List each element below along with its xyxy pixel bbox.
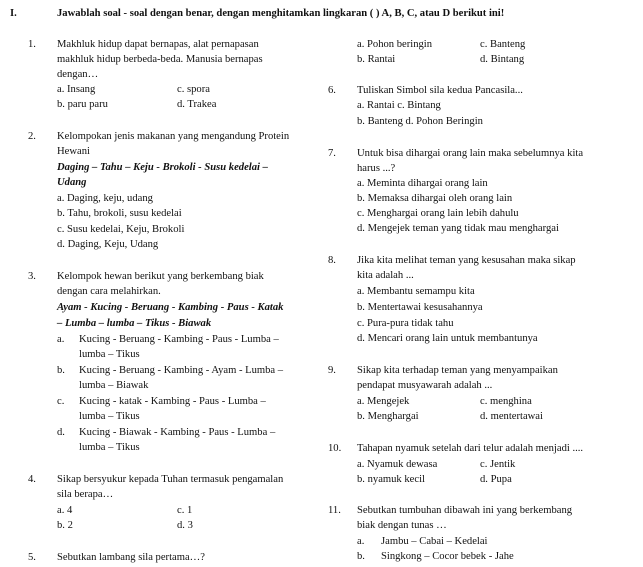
question-5-option-a[interactable]: a. Pohon beringin (357, 39, 433, 50)
question-7-option-b[interactable]: b. Memaksa dihargai oleh orang lain (357, 193, 513, 204)
instruction-number: I. (10, 8, 17, 19)
question-4-text-line2: sila berapa… (57, 489, 114, 500)
question-7-text-line1: Untuk bisa dihargai orang lain maka sebelumnya kita (357, 148, 584, 159)
question-5-option-c[interactable]: c. Banteng (480, 39, 526, 50)
question-4-number: 4. (28, 474, 36, 485)
question-8-number: 8. (328, 255, 336, 266)
question-3-option-a-line1[interactable]: Kucing - Beruang - Kambing - Paus - Lumba – (79, 334, 279, 345)
question-1-option-d[interactable]: d. Trakea (177, 99, 217, 110)
question-10-number: 10. (328, 443, 342, 454)
question-8-option-a[interactable]: a. Membantu semampu kita (357, 286, 475, 297)
question-8-option-b[interactable]: b. Mentertawai kesusahannya (357, 302, 483, 313)
question-11-option-a-label[interactable]: a. (357, 536, 365, 547)
question-9-number: 9. (328, 365, 336, 376)
question-10-option-b[interactable]: b. nyamuk kecil (357, 474, 425, 485)
question-11-text-line2: biak dengan tunas … (357, 520, 447, 531)
question-6-number: 6. (328, 85, 336, 96)
question-2-items-line2: Udang (57, 177, 87, 188)
question-3-option-c-line1[interactable]: Kucing - katak - Kambing - Paus - Lumba – (79, 396, 266, 407)
question-2-items-line1: Daging – Tahu – Keju - Brokoli - Susu kedelai – (57, 162, 268, 173)
question-3-number: 3. (28, 271, 36, 282)
question-9-option-a[interactable]: a. Mengejek (357, 396, 410, 407)
question-3-option-d-line2[interactable]: lumba – Tikus (79, 442, 140, 453)
question-6-options-a-c[interactable]: a. Rantai c. Bintang (357, 100, 441, 111)
question-6-text-line1: Tuliskan Simbol sila kedua Pancasila... (357, 85, 523, 96)
question-8-text-line2: kita adalah ... (357, 270, 414, 281)
question-9-option-c[interactable]: c. menghina (480, 396, 532, 407)
instruction-text: Jawablah soal - soal dengan benar, dengan menghitamkan lingkaran ( ) A, B, C, atau D berikut ini! (57, 8, 505, 19)
question-5-option-d[interactable]: d. Bintang (480, 54, 525, 65)
question-7-option-a[interactable]: a. Meminta dihargai orang lain (357, 178, 488, 189)
question-7-text-line2: harus ...? (357, 163, 396, 174)
question-4-option-b[interactable]: b. 2 (57, 520, 73, 531)
question-3-option-b-line1[interactable]: Kucing - Beruang - Kambing - Ayam - Lumba – (79, 365, 284, 376)
question-1-option-c[interactable]: c. spora (177, 84, 210, 95)
question-2-number: 2. (28, 131, 36, 142)
question-11-text-line1: Sebutkan tumbuhan dibawah ini yang berkembang (357, 505, 573, 516)
question-1-text-line1: Makhluk hidup dapat bernapas, alat pernapasan (57, 39, 259, 50)
question-4-option-c[interactable]: c. 1 (177, 505, 193, 516)
question-3-items-line2: – Lumba – lumba – Tikus - Biawak (57, 318, 212, 329)
question-3-option-b-line2[interactable]: lumba – Biawak (79, 380, 149, 391)
question-4-text-line1: Sikap bersyukur kepada Tuhan termasuk pengamalan (57, 474, 284, 485)
question-8-text-line1: Jika kita melihat teman yang kesusahan maka sikap (357, 255, 576, 266)
question-3-option-a-line2[interactable]: lumba – Tikus (79, 349, 140, 360)
question-9-text-line1: Sikap kita terhadap teman yang menyampaikan (357, 365, 558, 376)
question-8-option-c[interactable]: c. Pura-pura tidak tahu (357, 318, 454, 329)
question-7-number: 7. (328, 148, 336, 159)
question-5-text-line1: Sebutkan lambang sila pertama…? (57, 552, 205, 563)
question-3-option-b-label[interactable]: b. (57, 365, 65, 376)
question-3-option-d-line1[interactable]: Kucing - Biawak - Kambing - Paus - Lumba – (79, 427, 276, 438)
question-5-number: 5. (28, 552, 36, 563)
question-3-option-d-label[interactable]: d. (57, 427, 65, 438)
question-6-options-b-d[interactable]: b. Banteng d. Pohon Beringin (357, 116, 483, 127)
question-10-text-line1: Tahapan nyamuk setelah dari telur adalah menjadi .... (357, 443, 584, 454)
question-4-option-a[interactable]: a. 4 (57, 505, 73, 516)
question-10-option-a[interactable]: a. Nyamuk dewasa (357, 459, 438, 470)
question-9-option-b[interactable]: b. Menghargai (357, 411, 419, 422)
question-1-option-a[interactable]: a. Insang (57, 84, 96, 95)
question-10-option-d[interactable]: d. Pupa (480, 474, 512, 485)
question-2-option-b[interactable]: b. Tahu, brokoli, susu kedelai (57, 208, 182, 219)
question-7-option-c[interactable]: c. Menghargai orang lain lebih dahulu (357, 208, 519, 219)
question-2-option-d[interactable]: d. Daging, Keju, Udang (57, 239, 159, 250)
question-11-option-a[interactable]: Jambu – Cabai – Kedelai (381, 536, 488, 547)
question-2-option-c[interactable]: c. Susu kedelai, Keju, Brokoli (57, 224, 185, 235)
question-2-option-a[interactable]: a. Daging, keju, udang (57, 193, 153, 204)
question-1-text-line2: makhluk hidup berbeda-beda. Manusia bernapas (57, 54, 263, 65)
question-11-number: 11. (328, 505, 341, 516)
question-9-option-d[interactable]: d. mentertawai (480, 411, 543, 422)
question-1-option-b[interactable]: b. paru paru (57, 99, 108, 110)
question-9-text-line2: pendapat musyawarah adalah ... (357, 380, 493, 391)
question-11-option-b[interactable]: Singkong – Cocor bebek - Jahe (381, 551, 514, 562)
question-3-text-line2: dengan cara melahirkan. (57, 286, 161, 297)
question-2-text-line2: Hewani (57, 146, 90, 157)
question-5-option-b[interactable]: b. Rantai (357, 54, 396, 65)
question-3-items-line1: Ayam - Kucing - Beruang - Kambing - Paus - Katak (57, 302, 284, 313)
question-1-text-line3: dengan… (57, 69, 99, 80)
question-7-option-d[interactable]: d. Mengejek teman yang tidak mau menghargai (357, 223, 559, 234)
question-8-option-d[interactable]: d. Mencari orang lain untuk membantunya (357, 333, 538, 344)
question-1-number: 1. (28, 39, 36, 50)
question-2-text-line1: Kelompokan jenis makanan yang mengandung Protein (57, 131, 290, 142)
question-10-option-c[interactable]: c. Jentik (480, 459, 516, 470)
question-3-option-a-label[interactable]: a. (57, 334, 65, 345)
question-4-option-d[interactable]: d. 3 (177, 520, 193, 531)
question-11-option-b-label[interactable]: b. (357, 551, 365, 562)
question-3-option-c-label[interactable]: c. (57, 396, 65, 407)
question-3-text-line1: Kelompok hewan berikut yang berkembang biak (57, 271, 264, 282)
question-3-option-c-line2[interactable]: lumba – Tikus (79, 411, 140, 422)
